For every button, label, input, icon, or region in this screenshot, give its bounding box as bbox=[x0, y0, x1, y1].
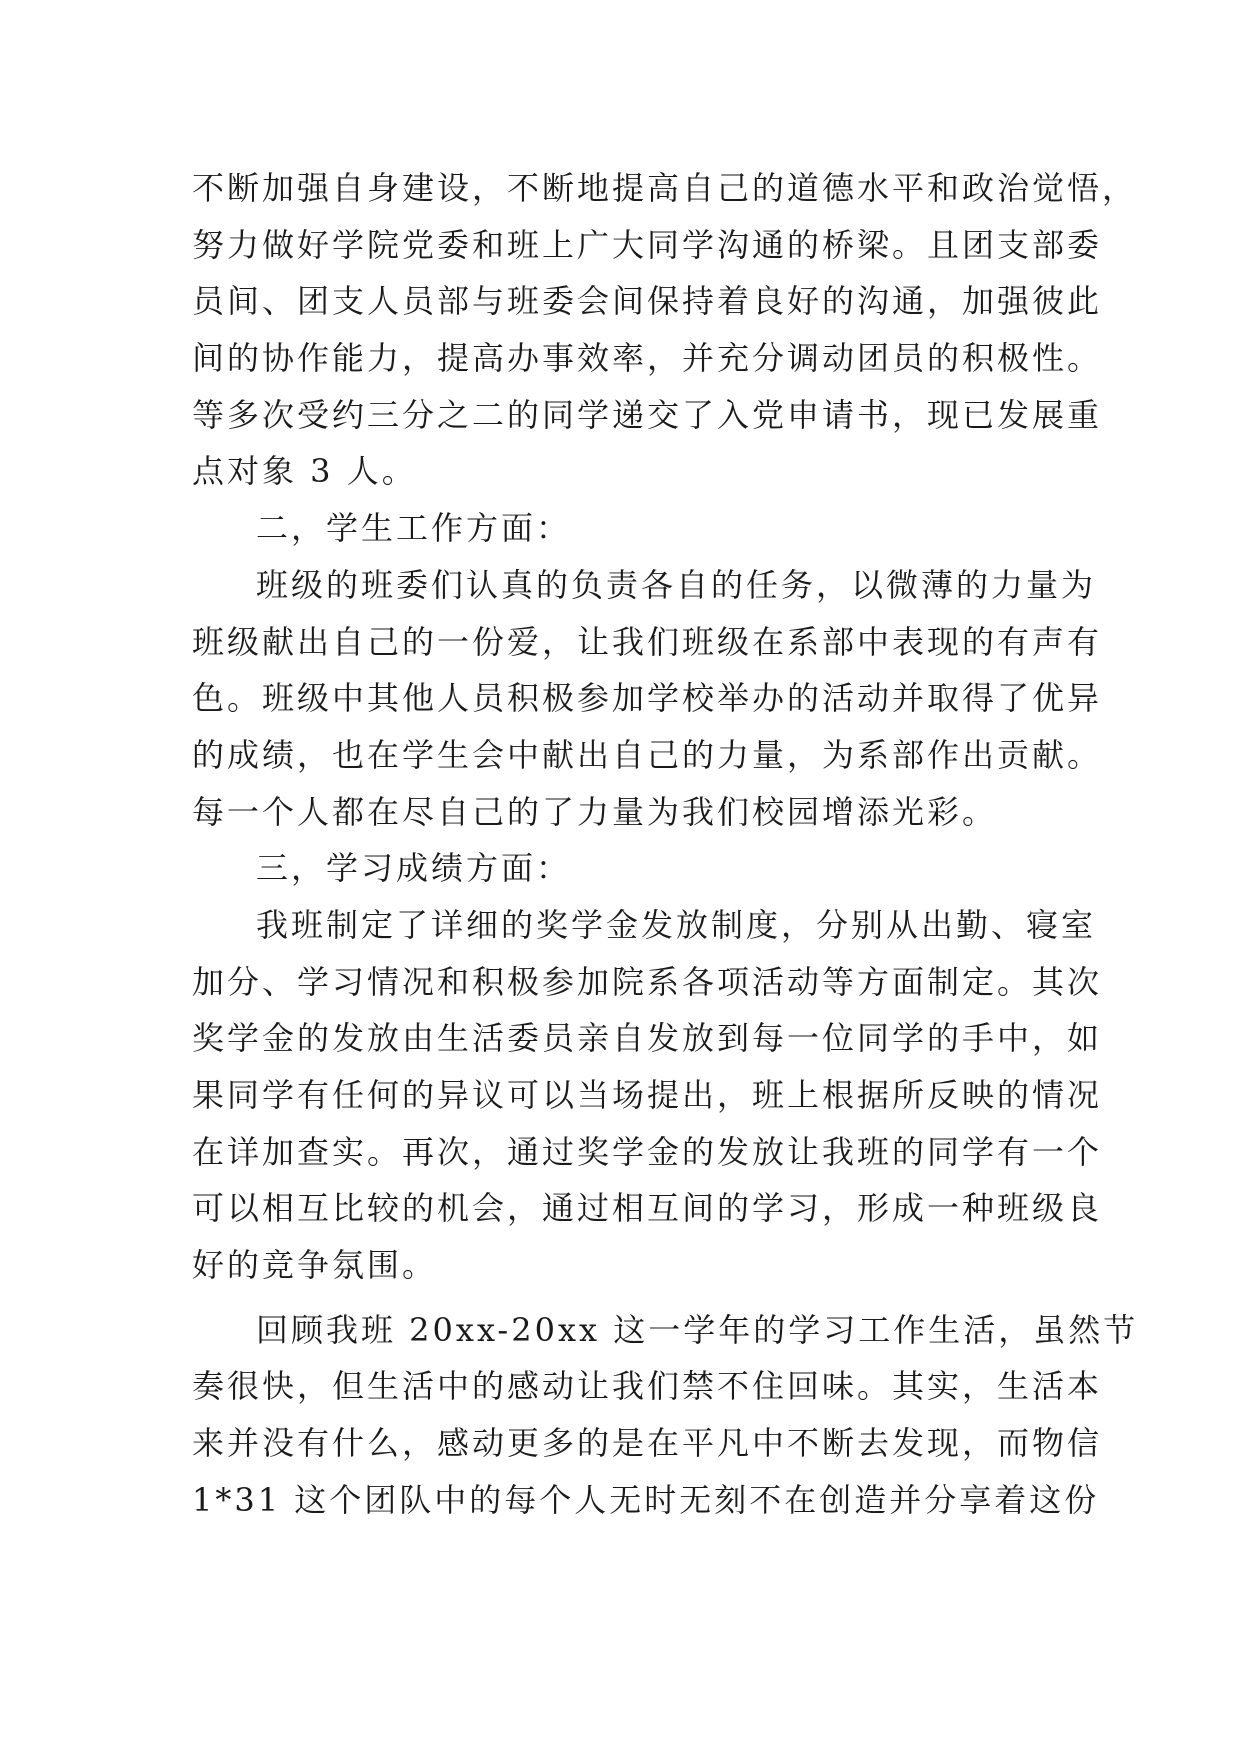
text-line: 班级献出自己的一份爱，让我们班级在系部中表现的有声有 bbox=[192, 622, 1103, 661]
text-line: 可以相互比较的机会，通过相互间的学习，形成一种班级良 bbox=[192, 1189, 1103, 1228]
text-line: 果同学有任何的异议可以当场提出，班上根据所反映的情况 bbox=[192, 1076, 1103, 1114]
text-line: 色。班级中其他人员积极参加学校举办的活动并取得了优异 bbox=[192, 679, 1103, 718]
text-line: 奖学金的发放由生活委员亲自发放到每一位同学的手中，如 bbox=[192, 1019, 1103, 1058]
paragraph bbox=[192, 557, 1103, 840]
text-line: 每一个人都在尽自己的了力量为我们校园增添光彩。 bbox=[192, 792, 998, 831]
paragraph bbox=[192, 160, 1138, 500]
text-line: 员间、团支人员部与班委会间保持着良好的沟通，加强彼此 bbox=[192, 282, 1103, 321]
document-body bbox=[192, 160, 1139, 1529]
paragraph-spacer bbox=[192, 1294, 1062, 1302]
text-line: 点对象 3 人。 bbox=[192, 452, 417, 491]
paragraph bbox=[192, 1302, 1139, 1529]
paragraph bbox=[192, 897, 1103, 1294]
text-line: 加分、学习情况和积极参加院系各项活动等方面制定。其次 bbox=[192, 962, 1103, 1001]
text-line: 努力做好学院党委和班上广大同学沟通的桥梁。且团支部委 bbox=[192, 225, 1103, 264]
text-line: 1*31 这个团队中的每个人无时无刻不在创造并分享着这份 bbox=[192, 1480, 1100, 1519]
text-line: 的成绩，也在学生会中献出自己的力量，为系部作出贡献。 bbox=[192, 735, 1103, 774]
text-line: 班级的班委们认真的负责各自的任务，以微薄的力量为 bbox=[256, 565, 1097, 604]
text-line: 在详加查实。再次，通过奖学金的发放让我班的同学有一个 bbox=[192, 1132, 1103, 1171]
text-line: 回顾我班 20xx-20xx 这一学年的学习工作生活，虽然节 bbox=[256, 1310, 1139, 1349]
text-line: 间的协作能力，提高办事效率，并充分调动团员的积极性。 bbox=[192, 339, 1103, 378]
section-heading: 三，学习成绩方面： bbox=[256, 849, 572, 888]
text-line: 来并没有什么，感动更多的是在平凡中不断去发现，而物信 bbox=[192, 1424, 1103, 1463]
section-heading: 二，学生工作方面： bbox=[256, 509, 572, 548]
text-line: 等多次受约三分之二的同学递交了入党申请书，现已发展重 bbox=[192, 395, 1103, 434]
text-line: 奏很快，但生活中的感动让我们禁不住回味。其实，生活本 bbox=[192, 1367, 1103, 1406]
text-line: 好的竞争氛围。 bbox=[192, 1246, 438, 1285]
text-line: 不断加强自身建设，不断地提高自己的道德水平和政治觉悟， bbox=[192, 169, 1138, 207]
text-line: 我班制定了详细的奖学金发放制度，分别从出勤、寝室 bbox=[256, 905, 1097, 944]
